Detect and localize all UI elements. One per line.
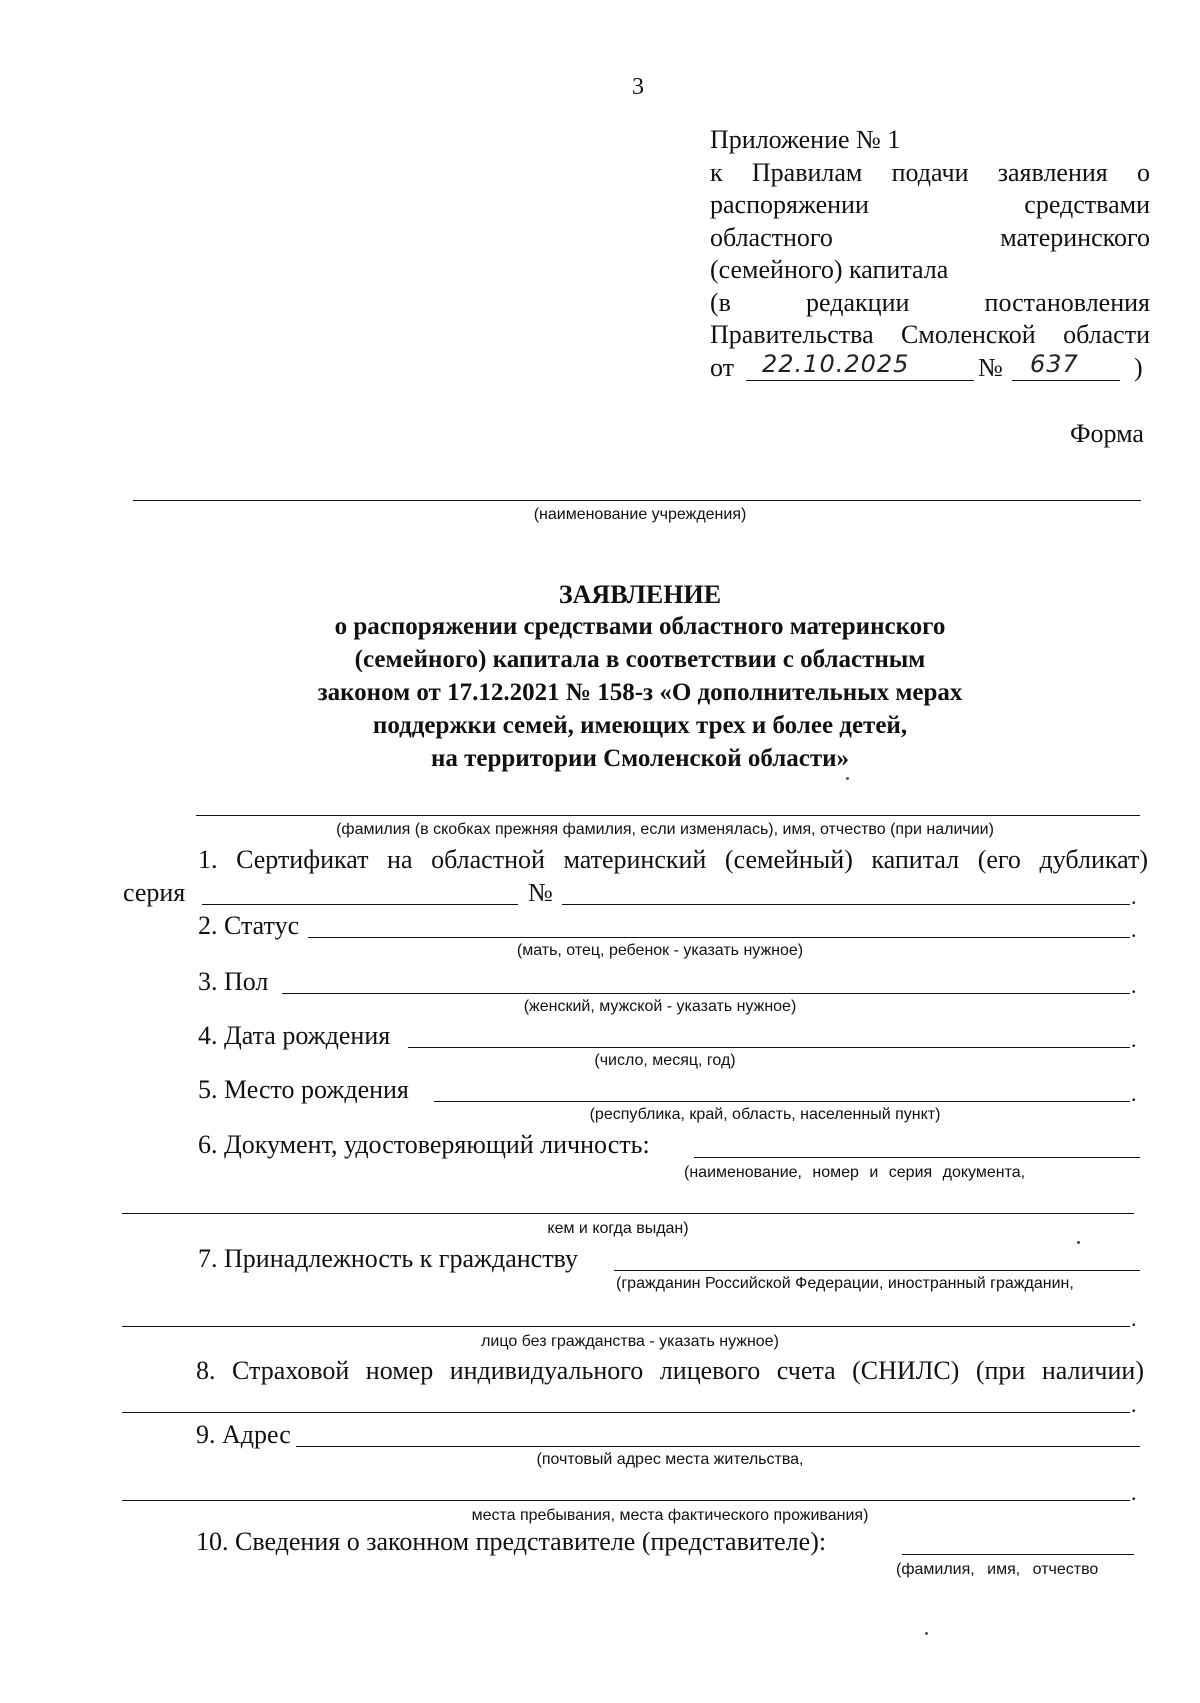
citizenship-caption-2: лицо без гражданства - указать нужное): [481, 1333, 779, 1350]
fio-caption: (фамилия (в скобках прежняя фамилия, если изменялась), имя, отчество (при наличии): [336, 821, 994, 838]
page-number: 3: [632, 74, 644, 100]
status-caption: (мать, отец, ребенок - указать нужное): [516, 942, 804, 959]
period: .: [1131, 1306, 1137, 1331]
number-label: №: [978, 352, 1003, 382]
citizenship-line-2: [122, 1326, 1130, 1327]
period: .: [1131, 1480, 1137, 1505]
birth-place-caption: (республика, край, область, населенный пункт): [589, 1106, 941, 1123]
period: .: [1131, 1392, 1137, 1417]
appendix-line: (в редакции постановления: [710, 287, 1150, 317]
handwritten-number: 637: [1030, 349, 1079, 378]
period: .: [1131, 917, 1137, 942]
representative-caption: (фамилия, имя, отчество: [896, 1561, 1099, 1578]
status-line: [308, 937, 1130, 938]
address-line: [296, 1446, 1140, 1447]
period: .: [1131, 884, 1137, 909]
from-label: от: [710, 352, 735, 382]
item-5-birth-place: 5. Место рождения: [198, 1075, 409, 1104]
series-field-line: [202, 904, 518, 905]
representative-line: [902, 1554, 1134, 1555]
form-label: Форма: [1070, 419, 1144, 448]
heading-line: (семейного) капитала в соответствии с областным: [354, 646, 926, 673]
item-1-certificate: 1. Сертификат на областной материнский (семейный) капитал (его дубликат): [198, 845, 1148, 874]
identity-document-caption-2: кем и когда выдан): [547, 1220, 689, 1237]
period: .: [1131, 973, 1137, 998]
identity-document-line: [694, 1157, 1140, 1158]
citizenship-caption: (гражданин Российской Федерации, иностранный гражданин,: [616, 1275, 1074, 1292]
series-label: серия: [123, 878, 186, 907]
appendix-line: к Правилам подачи заявления о: [710, 157, 1150, 187]
item-2-status: 2. Статус: [198, 911, 300, 940]
scan-speck: [925, 1632, 928, 1635]
appendix-line: Правительства Смоленской области: [710, 320, 1150, 349]
sex-line: [282, 993, 1130, 994]
heading-line: о распоряжении средствами областного материнского: [334, 613, 946, 640]
certificate-number-line: [562, 904, 1130, 905]
fio-line: [196, 815, 1140, 816]
heading-line: законом от 17.12.2021 № 158-з «О дополнительных мерах: [317, 679, 963, 706]
document-title: ЗАЯВЛЕНИЕ: [558, 580, 722, 609]
institution-caption: (наименование учреждения): [533, 506, 747, 523]
address-caption-2: места пребывания, места фактического проживания): [471, 1507, 869, 1524]
birth-date-line: [408, 1047, 1130, 1048]
item-4-birth-date: 4. Дата рождения: [198, 1021, 391, 1050]
identity-document-caption: (наименование, номер и серия документа,: [684, 1164, 1026, 1181]
birth-place-line: [434, 1101, 1130, 1102]
address-caption: (почтовый адрес места жительства,: [536, 1451, 804, 1468]
heading-line: на территории Смоленской области»: [430, 745, 850, 772]
appendix-title: Приложение № 1: [710, 125, 901, 154]
handwritten-date: 22.10.2025: [762, 349, 910, 378]
appendix-line: распоряжении средствами: [710, 190, 1150, 219]
identity-document-line-2: [122, 1213, 1134, 1214]
appendix-block: [710, 124, 1150, 384]
item-3-sex: 3. Пол: [198, 967, 269, 996]
heading-line: поддержки семей, имеющих трех и более детей,: [372, 712, 908, 739]
address-line-2: [122, 1500, 1130, 1501]
birth-date-caption: (число, месяц, год): [594, 1052, 736, 1069]
sex-caption: (женский, мужской - указать нужное): [523, 998, 797, 1015]
number-label: №: [528, 878, 553, 907]
period: .: [1131, 1081, 1137, 1106]
scan-speck: [1077, 1241, 1080, 1244]
close-paren: ): [1134, 352, 1143, 382]
item-8-snils: 8. Страховой номер индивидуального лицевого счета (СНИЛС) (при наличии): [196, 1356, 1144, 1385]
institution-line: [133, 500, 1141, 501]
item-10-representative: 10. Сведения о законном представителе (представителе):: [196, 1527, 827, 1556]
item-9-address: 9. Адрес: [196, 1420, 291, 1449]
item-6-identity-document: 6. Документ, удостоверяющий личность:: [198, 1130, 650, 1159]
appendix-line: областного материнского: [710, 222, 1150, 252]
citizenship-line: [614, 1270, 1140, 1271]
appendix-line: (семейного) капитала: [710, 255, 949, 284]
scan-speck: [846, 777, 849, 780]
period: .: [1131, 1027, 1137, 1052]
snils-line: [122, 1412, 1130, 1413]
appendix-date-line: [710, 349, 1150, 384]
item-7-citizenship: 7. Принадлежность к гражданству: [198, 1244, 578, 1273]
